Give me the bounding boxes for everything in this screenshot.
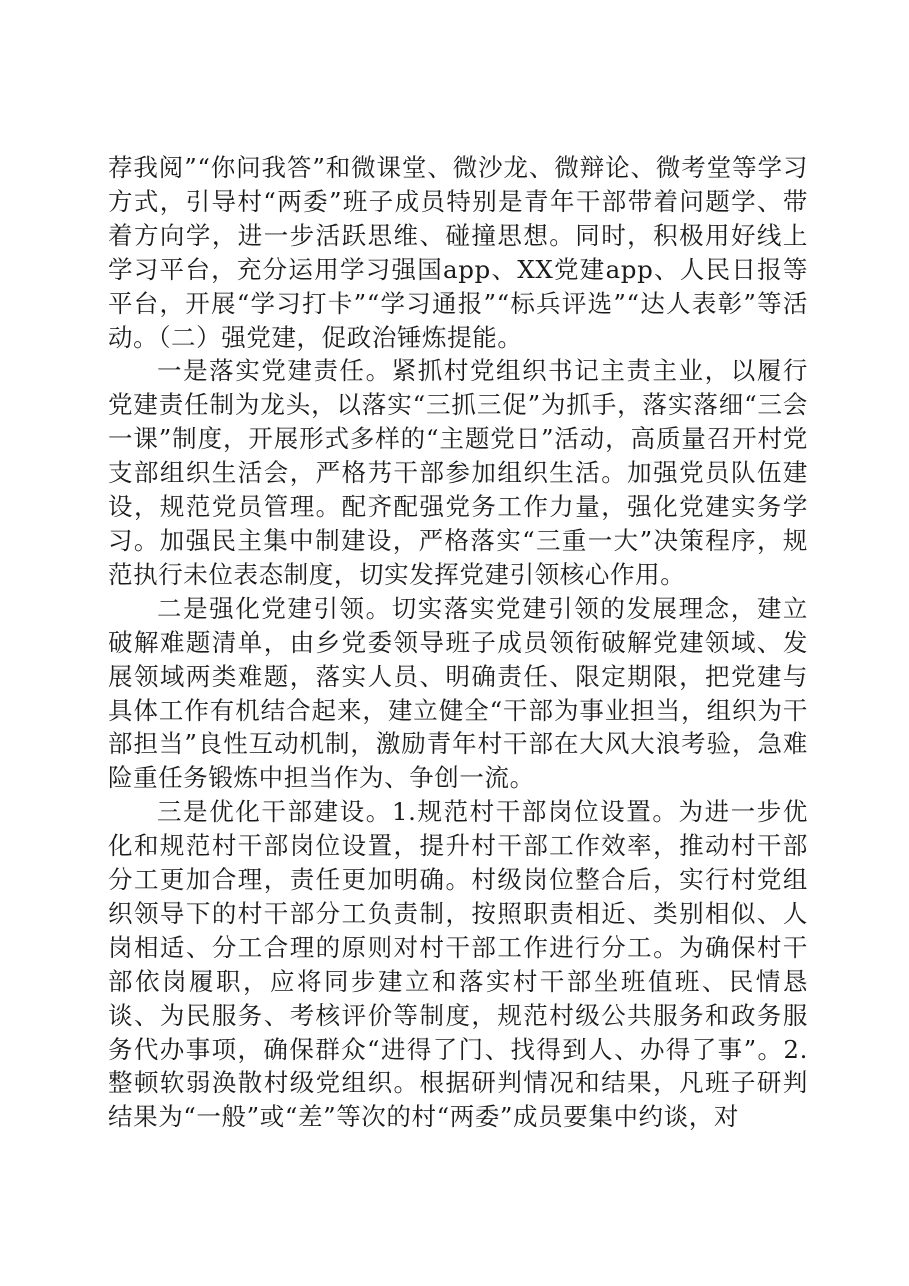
document-body bbox=[108, 151, 808, 1134]
paragraph-2: 一是落实党建责任。紧抓村党组织书记主责主业，以履行党建责任制为龙头，以落实“三抓三促”为抓手，落实落细“三会一课”制度，开展形式多样的“主题党日”活动，高质量召开村党支部组织生活会，严格艿干部参加组织生活。加强党员队伍建设，规范党员管理。配齐配强党务工作力量，强化党建实务学习。加强民主集中制建设，严格落实“三重一大”决策程序，规范执行未位表态制度，切实发挥党建引领核心作用。 bbox=[108, 356, 808, 589]
paragraph-4: 三是优化干部建设。1.规范村干部岗位设置。为进一步优化和规范村干部岗位设置，提升村干部工作效率，推动村干部分工更加合理，责任更加明确。村级岗位整合后，实行村党组织领导下的村干部分工负责制，按照职责相近、类别相似、人岗相适、分工合理的原则对村干部工作进行分工。为确保村干部依岗履职，应将同步建立和落实村干部坐班值班、民情恳谈、为民服务、考核评价等制度，规范村级公共服务和政务服务代办事项，确保群众“进得了门、找得到人、办得了事”。2.整顿软弱涣散村级党组织。根据研判情况和结果，凡班子研判结果为“一般”或“差”等次的村“两委”成员要集中约谈，对 bbox=[108, 797, 808, 1132]
paragraph-3: 二是强化党建引领。切实落实党建引领的发展理念，建立破解难题清单，由乡党委领导班子成员领衔破解党建领域、发展领域两类难题，落实人员、明确责任、限定期限，把党建与具体工作有机结合起来，建立健全“干部为事业担当，组织为干部担当”良性互动机制，激励青年村干部在大风大浪考验，急难险重任务锻炼中担当作为、争创一流。 bbox=[108, 593, 808, 793]
paragraph-1: 荐我阅”“你问我答”和微课堂、微沙龙、微辩论、微考堂等学习方式，引导村“两委”班子成员特别是青年干部带着问题学、带着方向学，进一步活跃思维、碰撞思想。同时，积极用好线上学习平台，充分运用学习强国app、XX党建app、人民日报等平台，开展“学习打卡”“学习通报”“标兵评选”“达人表彰”等活动。（二）强党建，促政治锤炼提能。 bbox=[108, 153, 808, 352]
